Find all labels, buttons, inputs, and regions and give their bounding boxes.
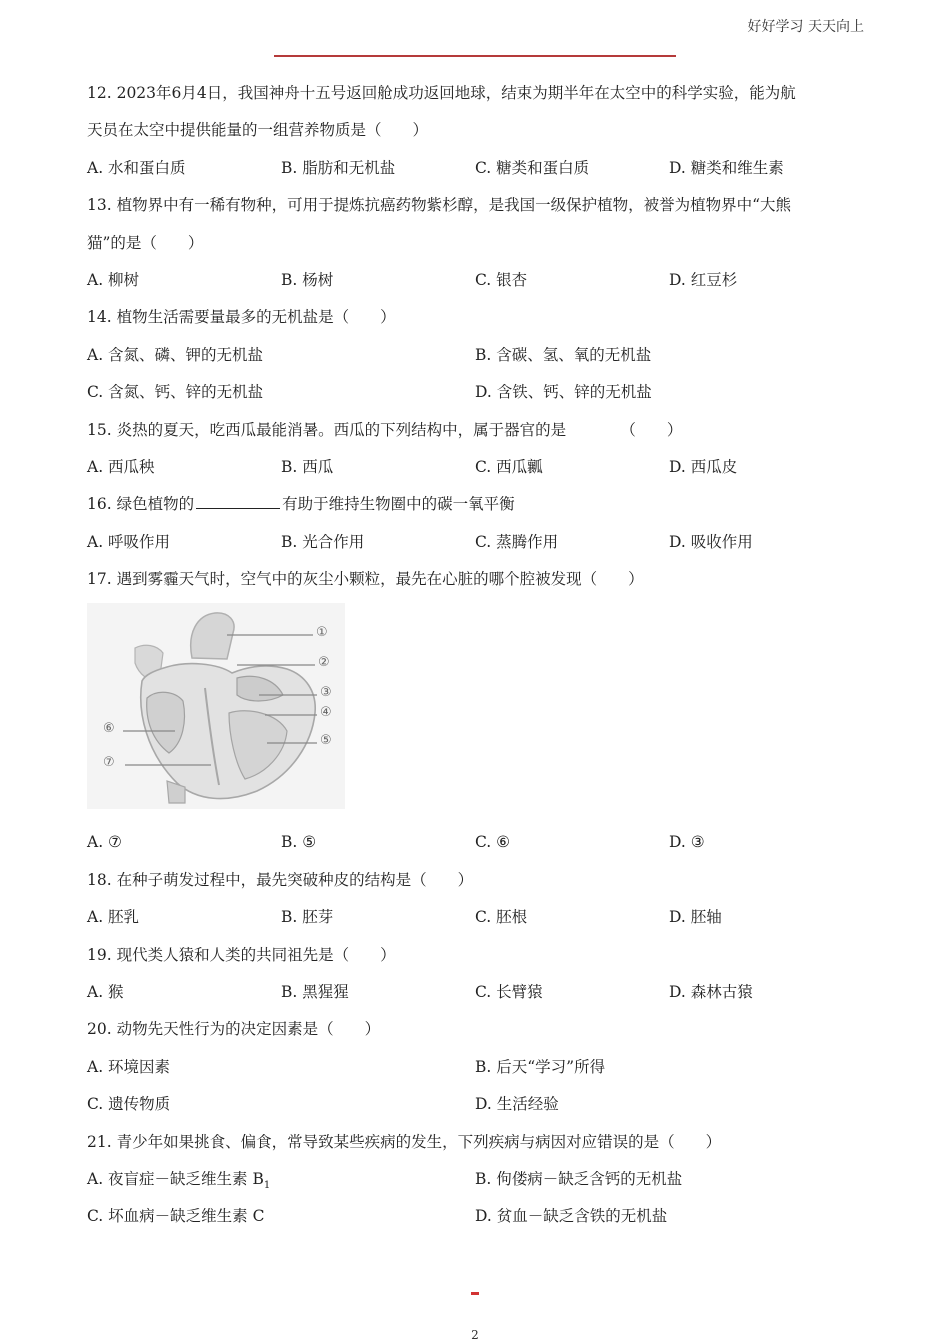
q21-stem: 21. 青少年如果挑食、偏食，常导致某些疾病的发生，下列疾病与病因对应错误的是（ ） [87,1132,722,1151]
q13-option-c: C. 银杏 [475,270,528,289]
q12-stem-line-1: 12. 2023年6月4日，我国神舟十五号返回舱成功返回地球，结束为期半年在太空中的科学实验，能为航 [87,84,796,102]
q14-option-b: B. 含碳、氢、氧的无机盐 [475,345,652,364]
q20-option-d: D. 生活经验 [475,1095,559,1114]
q20-option-b: B. 后天“学习”所得 [475,1057,606,1076]
header-divider [274,55,676,57]
q14-options-row-2 [87,377,867,414]
heart-label-1: ① [316,625,328,641]
q17-option-a: A. ⑦ [87,833,122,852]
header-motto: 好好学习 天天向上 [747,19,864,35]
footer-red-mark [471,1292,479,1295]
q15-option-d: D. 西瓜皮 [669,457,738,476]
q18-options [87,902,867,939]
q21-options-row-1 [87,1164,867,1201]
q15-option-a: A. 西瓜秧 [87,457,155,476]
q19-options [87,977,867,1014]
q17-option-c: C. ⑥ [475,833,511,852]
q16-option-a: A. 呼吸作用 [87,532,171,551]
heart-label-4: ④ [320,705,332,721]
q16-fill-blank [196,494,280,509]
q14-option-d: D. 含铁、钙、锌的无机盐 [475,383,652,402]
q18-option-b: B. 胚芽 [281,908,334,927]
q14-option-c: C. 含氮、钙、锌的无机盐 [87,383,264,402]
q12-stem-line-2: 天员在太空中提供能量的一组营养物质是（ ） [87,121,429,140]
q16-option-c: C. 蒸腾作用 [475,532,559,551]
q16-stem [87,489,867,526]
q16-stem-after: 有助于维持生物圈中的碳一氧平衡 [282,495,515,514]
heart-label-6: ⑥ [103,721,115,737]
heart-label-7: ⑦ [103,755,115,771]
q21-option-b: B. 佝偻病－缺乏含钙的无机盐 [475,1169,683,1188]
q19-option-d: D. 森林古猿 [669,983,753,1002]
heart-label-2: ② [318,655,330,671]
q19-option-a: A. 猴 [87,983,124,1002]
q21-option-d: D. 贫血－缺乏含铁的无机盐 [475,1207,668,1226]
q18-option-d: D. 胚轴 [669,908,722,927]
q20-option-a: A. 环境因素 [87,1057,171,1076]
heart-diagram [87,603,345,809]
q21-options-row-2 [87,1201,867,1238]
q16-option-b: B. 光合作用 [281,532,365,551]
q21-option-a [87,1164,475,1201]
q16-options [87,527,867,564]
q14-options-row-1 [87,340,867,377]
q21-option-a-subscript: 1 [263,1180,271,1192]
q13-options [87,265,867,302]
q17-option-d: D. ③ [669,833,705,852]
q13-option-d: D. 红豆杉 [669,270,738,289]
q12-option-a: A. 水和蛋白质 [87,158,186,177]
q20-option-c: C. 遗传物质 [87,1095,171,1114]
q14-stem: 14. 植物生活需要量最多的无机盐是（ ） [87,308,396,327]
q13-option-b: B. 杨树 [281,270,334,289]
q20-options-row-1 [87,1052,867,1089]
q20-options-row-2 [87,1089,867,1126]
q13-stem-line-1: 13. 植物界中有一稀有物种，可用于提炼抗癌药物紫杉醇，是我国一级保护植物，被誉为植物界中“大熊 [87,196,792,215]
heart-illustration [87,603,345,809]
q17-option-b: B. ⑤ [281,833,317,852]
q20-stem: 20. 动物先天性行为的决定因素是（ ） [87,1020,381,1039]
q12-options [87,153,867,190]
q12-option-d: D. 糖类和维生素 [669,158,784,177]
q13-stem-line-2: 猫”的是（ ） [87,233,204,252]
q14-option-a: A. 含氮、磷、钾的无机盐 [87,345,264,364]
heart-label-3: ③ [320,685,332,701]
q21-option-c: C. 坏血病－缺乏维生素 C [87,1207,265,1226]
q17-stem: 17. 遇到雾霾天气时，空气中的灰尘小颗粒，最先在心脏的哪个腔被发现（ ） [87,570,644,589]
q15-option-c: C. 西瓜瓤 [475,457,543,476]
q19-option-c: C. 长臂猿 [475,983,543,1002]
q15-stem: 15. 炎热的夏天，吃西瓜最能消暑。西瓜的下列结构中，属于器官的是 （ ） [87,420,683,439]
q19-stem: 19. 现代类人猿和人类的共同祖先是（ ） [87,945,396,964]
q16-stem-before: 16. 绿色植物的 [87,495,195,514]
q18-stem: 18. 在种子萌发过程中，最先突破种皮的结构是（ ） [87,870,474,889]
q17-options [87,827,867,864]
heart-label-5: ⑤ [320,733,332,749]
q16-option-d: D. 吸收作用 [669,532,753,551]
q12-option-c: C. 糖类和蛋白质 [475,158,590,177]
page-number: 2 [471,1328,479,1342]
q21-option-a-text: A. 夜盲症－缺乏维生素 B [87,1169,264,1188]
q15-option-b: B. 西瓜 [281,457,334,476]
q18-option-a: A. 胚乳 [87,908,140,927]
question-list [87,78,867,1239]
q19-option-b: B. 黑猩猩 [281,983,349,1002]
q13-option-a: A. 柳树 [87,270,140,289]
q12-option-b: B. 脂肪和无机盐 [281,158,396,177]
q18-option-c: C. 胚根 [475,908,528,927]
q15-options [87,452,867,489]
